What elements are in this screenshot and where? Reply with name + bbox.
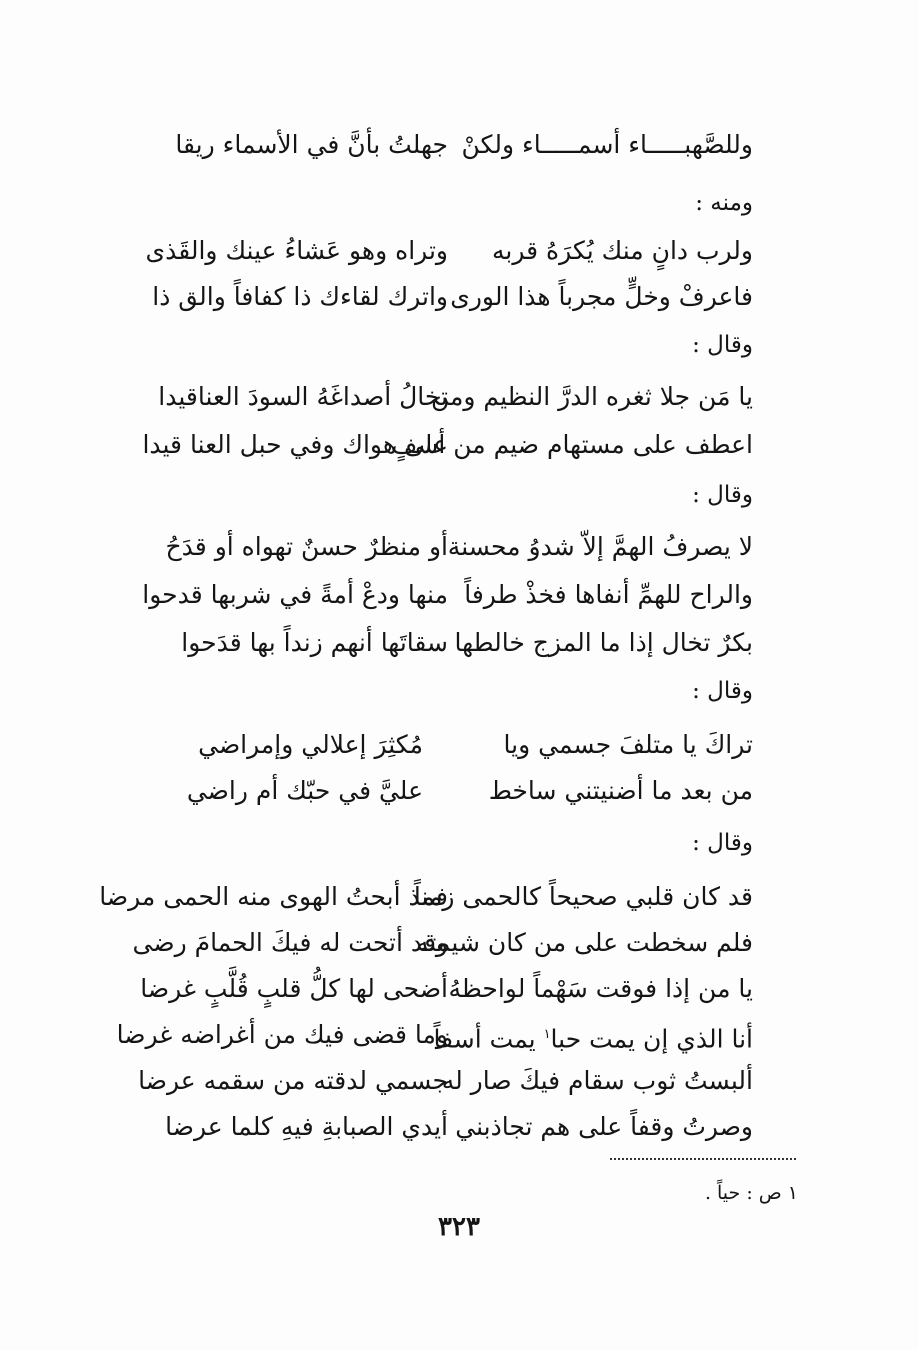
verse-left-hemistich: أو منظرٌ حسنٌ تهواه أو قدَحُ	[165, 532, 448, 561]
footnote-separator	[610, 1158, 796, 1160]
verse-left-hemistich: أيدي الصبابةِ فيهِ كلما عرضا	[165, 1112, 448, 1141]
verse-left-hemistich: عليَّ في حبّك أم راضي	[186, 776, 423, 805]
verse-right-hemistich	[433, 1018, 753, 1056]
verse-right-hemistich: فلم سخطت على من كان شيمته	[416, 928, 753, 957]
verse-right-hemistich: قد كان قلبي صحيحاً كالحمى زمناً	[413, 882, 753, 911]
verse-left-hemistich: منها ودعْ أمةً في شربها قدحوا	[142, 580, 448, 609]
verse-right-hemistich: ولرب دانٍ منك يُكرَهُ قربه	[491, 236, 753, 265]
stanza-intro: وقال :	[692, 332, 753, 358]
verse-right-hemistich: ألبستُ ثوب سقام فيكَ صار له	[441, 1066, 753, 1095]
verse-left-hemistich: واترك لقاءك ذا كفافاً والق ذا	[152, 282, 448, 311]
verse-left-hemistich: تخالُ أصداغَهُ السودَ العناقيدا	[158, 382, 448, 411]
verse-right-hemistich: وصرتُ وقفاً على هم تجاذبني	[455, 1112, 753, 1141]
verse-right-hemistich: والراح للهمِّ أنفاها فخذْ طرفاً	[464, 580, 753, 609]
verse-text: يمت أسفاً	[433, 1024, 544, 1054]
stanza-intro: وقال :	[692, 482, 753, 508]
stanza-intro: وقال :	[692, 678, 753, 704]
verse-left-hemistich: على هواك وفي حبل العنا قيدا	[142, 430, 448, 459]
verse-left-hemistich: جسمي لدقته من سقمه عرضا	[138, 1066, 448, 1095]
verse-left-hemistich: مُكثِرَ إعلالي وإمراضي	[198, 730, 423, 759]
verse-left-hemistich: أضحى لها كلُّ قلبٍ قُلَّبٍ غرضا	[140, 974, 448, 1003]
verse-right-hemistich: فاعرفْ وخلٍّ مجرباً هذا الورى	[450, 282, 753, 311]
verse-left-hemistich: فمذ أبحتُ الهوى منه الحمى مرضا	[99, 882, 448, 911]
verse-left-hemistich: سقاتَها أنهم زنداً بها قدَحوا	[181, 628, 448, 657]
verse-left-hemistich: وتراه وهو عَشاءُ عينك والقَذى	[145, 236, 448, 265]
verse-text: أنا الذي إن يمت حبا	[550, 1024, 753, 1054]
stanza-intro: وقال :	[692, 830, 753, 856]
stanza-intro: ومنه :	[695, 190, 753, 216]
verse-right-hemistich: من بعد ما أضنيتني ساخط	[488, 776, 753, 805]
footnote-marker: ١	[543, 1027, 551, 1042]
verse-right-hemistich: اعطف على مستهام ضيم من أسفٍ	[391, 430, 753, 459]
verse-right-hemistich: وللصَّهبـــــاء أسمـــــاء ولكنْ	[461, 130, 753, 159]
verse-right-hemistich: يا مَن جلا ثغره الدرَّ النظيم ومن	[430, 382, 753, 411]
verse-left-hemistich: جهلتُ بأنَّ في الأسماء ريقا	[175, 130, 448, 159]
verse-right-hemistich: بكرٌ تخال إذا ما المزج خالطها	[454, 628, 753, 657]
footnote: ١ ص : حياً .	[704, 1182, 798, 1204]
verse-right-hemistich: تراكَ يا متلفَ جسمي ويا	[503, 730, 753, 759]
verse-left-hemistich: وما قضى فيك من أغراضه غرضا	[116, 1020, 448, 1049]
verse-right-hemistich: لا يصرفُ الهمَّ إلاّ شدوُ محسنة	[447, 532, 753, 561]
page-number: ٣٢٣	[438, 1212, 480, 1242]
verse-right-hemistich: يا من إذا فوقت سَهْماً لواحظهُ	[448, 974, 753, 1003]
verse-left-hemistich: وقد أتحت له فيكَ الحمامَ رضى	[132, 928, 448, 957]
